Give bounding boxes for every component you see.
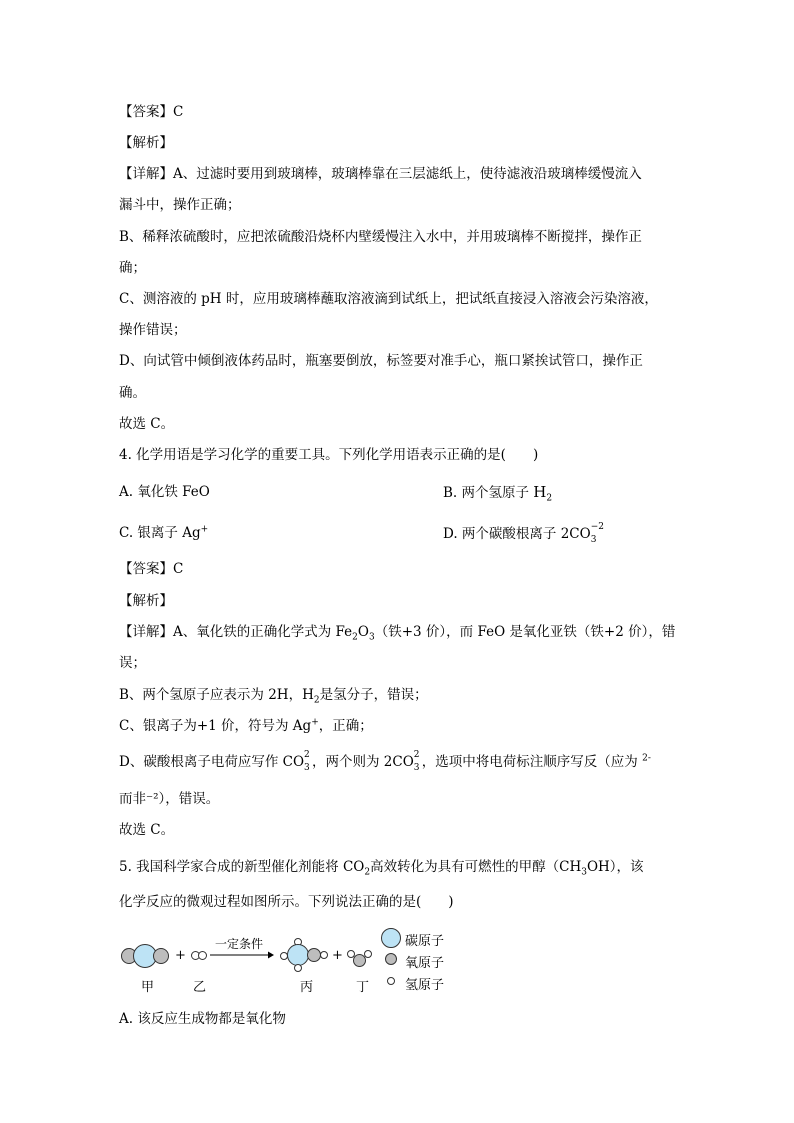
oxygen-atom-icon <box>385 953 397 965</box>
oxygen-atom-icon <box>307 948 321 962</box>
detail-line: B、稀释浓硫酸时，应把浓硫酸沿烧杯内壁缓慢注入水中，并用玻璃棒不断搅拌，操作正 <box>119 229 642 245</box>
question-5-stem-2: 化学反应的微观过程如图所示。下列说法正确的是( ) <box>119 894 454 910</box>
detail-line: 【详解】A、氧化铁的正确化学式为 $Fe_2O_3$（铁+3 价），而 FeO 是氧化亚铁（铁+2 价），错 <box>119 624 676 643</box>
label-jia: 甲 <box>141 980 155 995</box>
label-bing: 丙 <box>300 980 314 995</box>
legend-oxygen: 氧原子 <box>405 956 445 971</box>
detail-line: 确。 <box>119 385 146 401</box>
detail-line: 操作错误； <box>119 322 187 338</box>
hydrogen-atom-icon <box>198 951 207 960</box>
legend-carbon: 碳原子 <box>405 934 445 949</box>
option-4b: B. 两个氢原子 $H_2$ <box>443 483 553 504</box>
conclusion-line: 故选 C。 <box>119 416 175 432</box>
analysis-label-3: 【解析】 <box>119 135 173 151</box>
question-5-stem: 5. 我国科学家合成的新型催化剂能将 $CO_2$高效转化为具有可燃性的甲醇$(CH_3OH)$，该 <box>119 859 644 878</box>
detail-line: C、测溶液的 pH 时，应用玻璃棒蘸取溶液滴到试纸上，把试纸直接浸入溶液会污染溶液， <box>119 291 658 307</box>
answer-label-4: 【答案】C <box>119 561 184 577</box>
question-4-stem: 4. 化学用语是学习化学的重要工具。下列化学用语表示正确的是( ) <box>119 447 539 463</box>
reaction-arrow-icon <box>210 950 274 960</box>
analysis-label-4: 【解析】 <box>119 593 173 609</box>
option-4d: D. 两个碳酸根离子 2CO 3 −2 <box>443 522 604 545</box>
hydrogen-atom-icon <box>294 964 302 972</box>
detail-line: D、向试管中倾倒液体药品时，瓶塞要倒放，标签要对准手心，瓶口紧挨试管口，操作正 <box>119 353 643 369</box>
carbon-atom-icon <box>381 928 401 948</box>
carbon-atom-icon <box>287 944 309 966</box>
legend-hydrogen: 氢原子 <box>405 978 445 993</box>
oxygen-atom-icon <box>153 948 169 964</box>
detail-line: D、碳酸根离子电荷应写作 CO 2 3 ，两个则为 2CO 2 3 ，选项中将电荷标注顺序写反（应为 $^{2-}$ <box>119 750 651 773</box>
hydrogen-atom-icon <box>320 951 328 959</box>
answer-label-3: 【答案】C <box>119 104 184 120</box>
option-4a: A. 氧化铁 FeO <box>119 484 210 500</box>
detail-line: 漏斗中，操作正确； <box>119 197 241 213</box>
hydrogen-atom-icon <box>364 950 372 958</box>
detail-line: 【详解】A、过滤时要用到玻璃棒，玻璃棒靠在三层滤纸上，使待滤液沿玻璃棒缓慢流入 <box>119 166 642 182</box>
hydrogen-atom-icon <box>387 977 395 985</box>
detail-line: 确； <box>119 260 146 276</box>
option-4c: C. 银离子 Ag+ <box>119 524 209 541</box>
detail-line: 误； <box>119 655 146 671</box>
reaction-condition: 一定条件 <box>215 937 264 951</box>
detail-line: C、银离子为+1 价，符号为 Ag+，正确； <box>119 717 373 734</box>
conclusion-line: 故选 C。 <box>119 822 175 838</box>
detail-line: B、两个氢原子应表示为 2H，$H_2$是氢分子，错误； <box>119 687 428 706</box>
detail-line: 而非⁻²），错误。 <box>119 791 220 807</box>
plus-sign: + <box>175 948 186 963</box>
label-yi: 乙 <box>193 980 207 995</box>
label-ding: 丁 <box>356 980 370 995</box>
plus-sign: + <box>332 948 343 963</box>
option-5a: A. 该反应生成物都是氧化物 <box>119 1011 286 1027</box>
